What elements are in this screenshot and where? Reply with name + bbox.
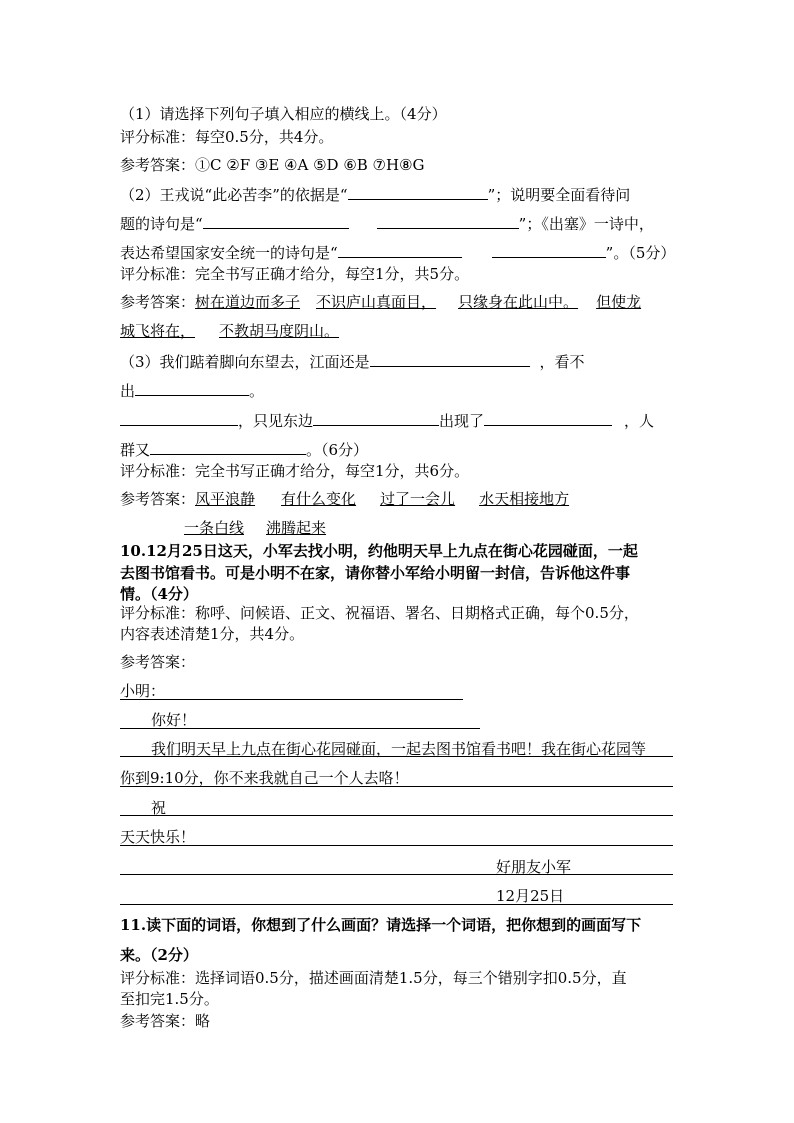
q3-answer-5: 一条白线 bbox=[184, 519, 245, 537]
q3-line1 bbox=[120, 350, 585, 372]
q3-blank-2[interactable] bbox=[135, 379, 249, 396]
letter-rule-5 bbox=[120, 815, 673, 816]
q3-line3 bbox=[120, 409, 654, 431]
letter-wish-2: 天天快乐！ bbox=[120, 828, 196, 846]
q2-line2-text: 题的诗句是“ bbox=[120, 215, 203, 233]
q3-line3-tail: ，人 bbox=[624, 412, 655, 430]
q10-standard-line2: 内容表述清楚1分，共4分。 bbox=[120, 625, 305, 643]
q3-answer-line1 bbox=[120, 489, 569, 509]
q2-answer-label: 参考答案： bbox=[120, 293, 196, 311]
letter-rule-7 bbox=[120, 874, 673, 875]
q2-line2-tail: ”；《出塞》一诗中， bbox=[518, 215, 654, 233]
q2-answer-line2 bbox=[120, 321, 339, 341]
q3-answer-4: 水天相接地方 bbox=[479, 490, 570, 508]
q3-blank-3[interactable] bbox=[120, 409, 238, 426]
q3-answer-label: 参考答案： bbox=[120, 490, 196, 508]
q3-line4-tail: 。（6分） bbox=[306, 441, 369, 459]
q3-line4 bbox=[120, 438, 368, 460]
q2-blank-1[interactable] bbox=[348, 183, 488, 200]
q2-line3-text: 表达希望国家安全统一的诗句是“ bbox=[120, 244, 338, 262]
q2-answer-5: 城飞将在， bbox=[120, 322, 196, 340]
letter-signature: 好朋友小军 bbox=[496, 858, 572, 876]
letter-date: 12月25日 bbox=[496, 887, 565, 905]
q3-blank-5[interactable] bbox=[484, 409, 612, 426]
q10-title-line2: 去图书馆看书。可是小明不在家，请你替小军给小明留一封信，告诉他这件事 bbox=[120, 564, 631, 582]
q3-line3-text: ，只见东边 bbox=[238, 412, 314, 430]
q2-answer-6: 不教胡马度阴山。 bbox=[219, 322, 340, 340]
q3-blank-1[interactable] bbox=[370, 350, 530, 367]
q2-line3-tail: ”。（5分） bbox=[605, 244, 676, 262]
letter-wish-1: 祝 bbox=[151, 799, 167, 817]
q2-line1-tail: ”；说明要全面看待问 bbox=[487, 186, 631, 204]
q2-answer-3: 只缘身在此山中。 bbox=[458, 293, 579, 311]
q11-standard-line1: 评分标准：选择词语0.5分，描述画面清楚1.5分，每三个错别字扣0.5分，直 bbox=[120, 969, 627, 987]
q2-answer-2: 不识庐山真面目， bbox=[316, 293, 437, 311]
q3-answer-1: 风平浪静 bbox=[195, 490, 256, 508]
q1-prompt: （1）请选择下列句子填入相应的横线上。（4分） bbox=[120, 105, 447, 123]
q3-answer-2: 有什么变化 bbox=[281, 490, 357, 508]
letter-body-line2: 你到9:10分，你不来我就自己一个人去咯！ bbox=[120, 769, 409, 787]
q1-answer: 参考答案：①C ②F ③E ④A ⑤D ⑥B ⑦H⑧G bbox=[120, 156, 425, 174]
q3-answer-line2 bbox=[184, 518, 326, 538]
q1-standard: 评分标准：每空0.5分，共4分。 bbox=[120, 128, 334, 146]
q3-blank-6[interactable] bbox=[150, 438, 306, 455]
q2-answer-1: 树在道边而多子 bbox=[195, 293, 301, 311]
q11-title-line1: 11.读下面的词语，你想到了什么画面？请选择一个词语，把你想到的画面写下 bbox=[120, 916, 642, 934]
letter-rule-1 bbox=[120, 699, 463, 700]
letter-salutation: 小明： bbox=[120, 682, 166, 700]
q11-title-line2: 来。（2分） bbox=[120, 946, 198, 964]
letter-body-line1: 我们明天早上九点在街心花园碰面，一起去图书馆看书吧！我在街心花园等 bbox=[151, 740, 647, 758]
q3-blank-4[interactable] bbox=[313, 409, 439, 426]
q3-line3-mid: 出现了 bbox=[439, 412, 485, 430]
q3-line4-text: 群又 bbox=[120, 441, 151, 459]
q10-standard-line1: 评分标准：称呼、问候语、正文、祝福语、署名、日期格式正确，每个0.5分， bbox=[120, 604, 639, 622]
q3-standard: 评分标准：完全书写正确才给分，每空1分，共6分。 bbox=[120, 462, 470, 480]
q2-line3 bbox=[120, 241, 675, 263]
q2-line2 bbox=[120, 212, 654, 234]
q3-line2 bbox=[120, 379, 264, 401]
q2-answer-line1 bbox=[120, 292, 641, 312]
q3-answer-3: 过了一会儿 bbox=[380, 490, 456, 508]
q2-standard: 评分标准：完全书写正确才给分，每空1分，共5分。 bbox=[120, 265, 470, 283]
q3-line2-text: 出 bbox=[120, 382, 136, 400]
q10-title-line1: 10.12月25日这天，小军去找小明，约他明天早上九点在街心花园碰面，一起 bbox=[120, 542, 638, 560]
q2-blank-5[interactable] bbox=[492, 241, 606, 258]
q3-line1-text: （3）我们踮着脚向东望去，江面还是 bbox=[120, 353, 370, 371]
q2-blank-4[interactable] bbox=[338, 241, 462, 258]
letter-greeting: 你好！ bbox=[151, 711, 197, 729]
q2-answer-4: 但使龙 bbox=[596, 293, 642, 311]
q3-line2-tail: 。 bbox=[249, 382, 265, 400]
q2-blank-2[interactable] bbox=[203, 212, 349, 229]
letter-rule-8 bbox=[120, 904, 673, 905]
q10-title-line3: 情。（4分） bbox=[120, 585, 198, 603]
q11-answer: 参考答案：略 bbox=[120, 1012, 211, 1030]
q3-answer-6: 沸腾起来 bbox=[266, 519, 327, 537]
letter-rule-6 bbox=[120, 845, 673, 846]
q3-line1-tail: ，看不 bbox=[539, 353, 585, 371]
q2-blank-3[interactable] bbox=[377, 212, 519, 229]
q2-line1 bbox=[120, 183, 630, 205]
q11-standard-line2: 至扣完1.5分。 bbox=[120, 990, 219, 1008]
q2-line1-text: （2）王戎说“此必苦李”的依据是“ bbox=[120, 186, 348, 204]
q10-answer-label: 参考答案： bbox=[120, 653, 196, 671]
